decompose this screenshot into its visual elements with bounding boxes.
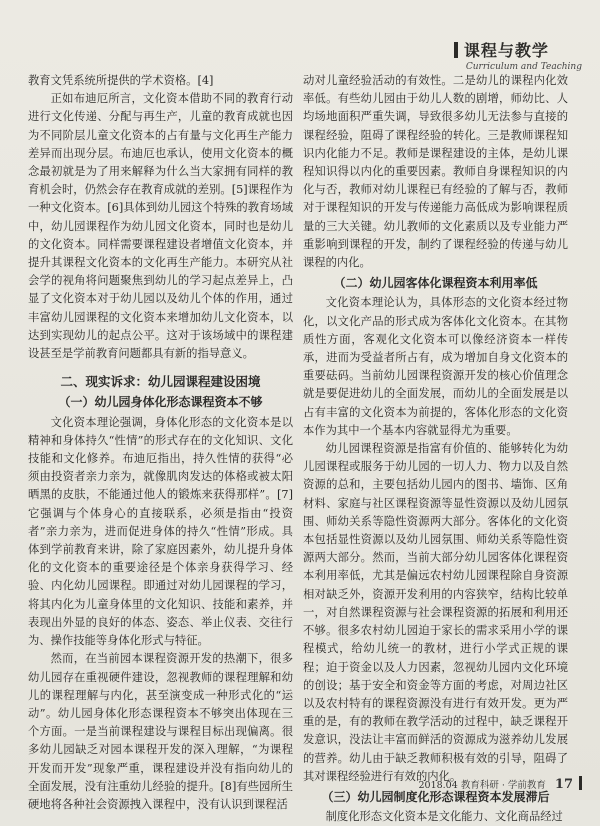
paragraph: 文化资本理论强调，身体化形态的文化资本是以精神和身体持久“性情”的形式存在的文化知识、文化技能和文化修养。布迪厄指出，持久性情的获得“必须由投资者亲力亲为，就像肌肉发达的体格或被太阳晒黑的皮肤，不能通过他人的锻炼来获得那样”。[7]它强调与个体身心的直接联系，必须是指由“投资者”亲力亲为，进而促进身体的持久“性情”形成。具体到学前教育来讲，除了家庭因素外，幼儿提升身体化的文化资本的重要途径是个体亲身获得学习、经验、内化幼儿园课程。即通过对幼儿园课程的学习，将其内化为儿童身体里的文化知识、技能和素养，并表现出外显的良好的体态、姿态、举止仪表、交往行为、操作技能等身体化形式与特征。: [28, 415, 293, 648]
paragraph: 动对儿童经验活动的有效性。二是幼儿的课程内化效率低。有些幼儿园由于幼儿人数的剧增，师幼比、人均场地面积严重失调，导致很多幼儿无法参与直接的课程经验，阻碍了课程经验的转化。三是教师课程知识内化能力不足。教师是课程建设的主体，是幼儿课程知识得以内化的重要因素。教师自身课程知识的内化与否，教师对幼儿课程已有经验的了解与否，教师对于课程知识的开发与传递能力高低成为影响课程质量的三大关键。幼儿教师的文化素质以及专业能力严重影响到课程的开发，制约了课程经验的传递与幼儿课程的内化。: [303, 74, 568, 270]
issue-date: 2018.04: [418, 780, 458, 791]
section-heading: 二、现实诉求：幼儿园课程建设困境: [60, 374, 261, 390]
page-footer: [418, 776, 582, 792]
paragraph: 正如布迪厄所言，文化资本借助不同的教育行动进行文化传递、分配与再生产，儿童的教育成就也因为不同阶层儿童文化资本的占有量与文化再生产能力差异而出现分层。布迪厄也承认，使用文化资本的概念最初就是为了用来解释为什么当大家拥有同样的教育机会时，仍然会存在教育成就的差别。[5]课程作为一种文化资本。[6]具体到幼儿园这个特殊的教育场域中，幼儿园课程作为幼儿园文化资本，同时也是幼儿的文化资本。同样需要课程建设者增值文化资本，并提升其课程文化资本的文化再生产能力。本研究从社会学的视角将问题聚焦到幼儿的学习起点差异上，凸显了文化资本对于幼儿园以及幼儿个体的作用，通过丰富幼儿园课程的文化资本来增加幼儿文化资本，以达到实现幼儿的起点公平。这对于该场域中的课程建设甚至是学前教育问题都具有新的指导意义。: [28, 92, 293, 361]
left-column: [28, 72, 293, 814]
subsection-heading: （二）幼儿园客体化课程资本利用率低: [333, 276, 538, 291]
journal-name: 教育科研 · 学前教育: [460, 780, 546, 791]
header-bar-mark: [454, 42, 458, 58]
paragraph: 教育文凭系统所提供的学术资格。[4]: [28, 74, 214, 87]
section-title-text: 课程与教学: [463, 41, 549, 60]
paragraph: 文化资本理论认为，具体形态的文化资本经过物化，以文化产品的形式成为客体化文化资本。在其物质性方面，客观化文化资本可以像经济资本一样传承，进而为受益者所占有，成为增加自身文化资本的重要砝码。当前幼儿园课程资源开发的核心价值理念就是要促进幼儿的全面发展，而幼儿的全面发展是以占有丰富的文化资本为前提的，客体化形态的文化资本作为其中一个基本内容就显得尤为重要。: [303, 296, 568, 437]
section-header: [454, 38, 582, 72]
right-column: [303, 72, 568, 826]
page-number: 17: [554, 777, 573, 792]
subsection-heading: （三）幼儿园制度化形态课程资本发展滞后: [321, 789, 550, 804]
footer-bar-mark: [579, 776, 582, 790]
paragraph: 然而，在当前园本课程资源开发的热潮下，很多幼儿园存在重视硬件建设，忽视教师的课程理解和幼儿的课程理解与内化，甚至演变成一种形式化的“运动”。幼儿园身体化形态课程资本不够突出体现在三个方面。一是当前课程建设与课程目标出现偏离。很多幼儿园缺乏对园本课程开发的深入理解，“为课程开发而开发”现象严重，课程建设并没有指向幼儿的全面发展，没有注重幼儿经验的提升。[8]有些园所生硬地将各种社会资源拽入课程中，没有认识到课程活: [28, 652, 293, 811]
paragraph: 制度化形态文化资本是文化能力、文化商品经过: [325, 810, 563, 824]
subsection-heading: （一）幼儿园身体化形态课程资本不够: [58, 395, 263, 410]
paragraph: 幼儿园课程资源是指富有价值的、能够转化为幼儿园课程或服务于幼儿园的一切人力、物力以及自然资源的总和，主要包括幼儿园内的图书、墙饰、区角材料、家庭与社区课程资源等显性资源以及幼儿园氛围、师幼关系等隐性资源两大部分。客体化的文化资本包括显性资源以及幼儿园氛围、师幼关系等隐性资源两大部分。然而，当前大部分幼儿园客体化课程资本利用率低，尤其是偏远农村幼儿园课程除自身资源相对缺乏外，资源开发利用的内容狭窄，结构比较单一，对自然课程资源与社会课程资源的拓展和利用还不够。很多农村幼儿园迫于家长的需求采用小学的课程模式，给幼儿统一的教材，进行小学式正规的课程；迫于资金以及人力因素，忽视幼儿园内文化环境的创设；基于安全和资金等方面的考虑，对周边社区以及农村特有的课程资源没有进行有效开发。更为严重的是，有的教师在教学活动的过程中，缺乏课程开发意识，没法让丰富而鲜活的资源成为滋养幼儿发展的营养。幼儿由于缺乏教师积极有效的引导，阻碍了其对课程经验进行有效的内化。: [303, 442, 568, 783]
section-title: [454, 38, 582, 61]
section-subtitle: Curriculum and Teaching: [465, 62, 582, 72]
